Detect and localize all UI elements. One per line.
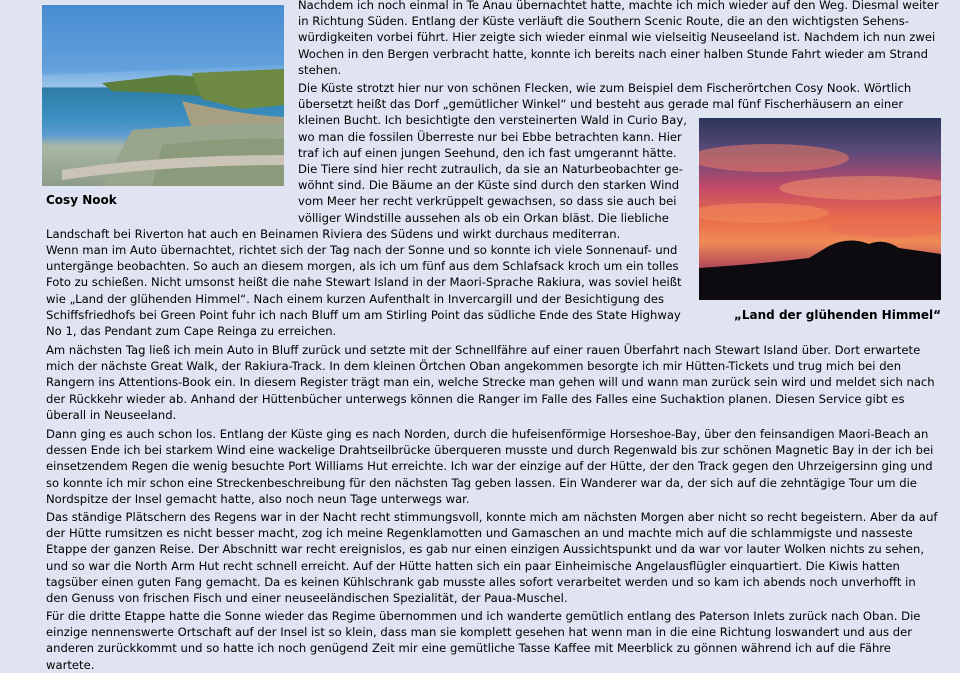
text-line: Dann ging es auch schon los. Entlang der Küste ging es nach Norden, durch die hufeisenförmige Horseshoe-Bay, über den feinsandigen Maori-Beach an [46, 427, 929, 441]
text-line: einzige nennenswerte Ortschaft auf der Insel ist so klein, dass man sie komplett gesehen hat wenn man in die eine Richtung loswandert und aus der [46, 625, 912, 640]
text-line: Die Tiere sind hier recht zutraulich, da sie an Naturbeobachter ge- [298, 162, 683, 177]
text-line: völliger Windstille aussehen als ob ein Orkan bläst. Die liebliche [298, 210, 669, 225]
text-line: Rangern ins Attentions-Book ein. In diesem Register trägt man ein, welche Strecke man gehen will und wann man zurück sein wird und meldet sich nach [46, 375, 935, 390]
text-line: Landschaft bei Riverton hat auch en Beinamen Riviera des Südens und wirkt durchaus mediterran. [46, 227, 621, 241]
text-line: vom Meer her recht verkrüppelt gewachsen, so dass sie auch bei [298, 194, 677, 209]
paragraph-first-stage [46, 426, 933, 507]
text-line: Etappe der ganzen Reise. Der Abschnitt war recht ereignislos, es gab nur einen einzigen Aussichtspunkt und da war vor lauter Wolken nichts zu sehen, [46, 542, 925, 557]
text-line: in Richtung Süden. Entlang der Küste verläuft die Southern Scenic Route, die an den wichtigsten Sehens- [298, 14, 909, 29]
sunset-caption: „Land der glühenden Himmel“ [734, 308, 941, 322]
text-line: tagsüber einen guten Fang gemacht. Da es keinen Kühlschrank gab musste alles sofort verarbeitet werden und so kam ich abends noch unverhofft in [46, 574, 916, 589]
paragraph-coast [298, 80, 911, 226]
text-line: der Rückkehr wieder ab. Anhand der Hüttenbücher unterwegs können die Ranger im Falle des Falles eine Suchaktion planen. Diesen Service gibt es [46, 391, 905, 406]
text-line: und so war die North Arm Hut recht schnell erreicht. Auf der Hütte hatten sich ein paar Einheimische Angelausflügler einquartiert. Die Kiwis hatten [46, 558, 900, 573]
text-line: kleinen Bucht. Ich besichtigte den versteinerten Wald in Curio Bay, [298, 113, 687, 128]
text-line: Für die dritte Etappe hatte die Sonne wieder das Regime übernommen und ich wanderte gemütlich entlang des Paterson Inlets zurück nach Oban. Die [46, 609, 921, 623]
text-line: Nordspitze der Insel gemacht hatte, also noch neun Tage unterwegs war. [46, 491, 470, 506]
text-line: Das ständige Plätschern des Regens war in der Nacht recht stimmungsvoll, konnte mich am nächsten Morgen aber nicht so recht begeistern. Aber da auf [46, 510, 938, 524]
paragraph-third-stage [46, 608, 920, 673]
text-line: dessen Ende ich bei starkem Wind eine wackelige Drahtseilbrücke überqueren musste und durch Regenwald bis zur schönen Magnetic Bay in der ich bei [46, 443, 934, 458]
text-line: würdigkeiten vorbei führt. Hier zeigte sich wieder einmal wie vielseitig Neuseeland ist. Nachdem ich nun zwei [298, 30, 936, 45]
text-line: Wochen in den Bergen verbracht hatte, konnte ich bereits nach einer halben Stunde Fahrt wieder am Strand [298, 46, 928, 61]
text-line: traf ich auf einen jungen Seehund, den ich fast umgerannt hätte. [298, 145, 677, 160]
paragraph-second-stage [46, 509, 938, 606]
text-line: überall in Neuseeland. [46, 407, 177, 422]
text-line: so konnte ich mir schon eine Streckenbeschreibung für den nächsten Tag geben lassen. Ein Wanderer war da, der sich auf die zehntägige Tour um die [46, 475, 917, 490]
text-line: einsetzendem Regen die wenig besuchte Port Williams Hut erreichte. Ich war der einzige auf der Hütte, der den Track gegen den Uhrzeigersinn ging und [46, 459, 933, 474]
text-line: untergänge beobachten. So auch an diesem morgen, als ich um fünf aus dem Schlafsack kroch um ein tolles [46, 259, 679, 274]
text-line: anderen zurückkommt und so hatte ich noch genügend Zeit mir eine gemütliche Tasse Kaffee mit Meerblick zu gönnen während ich auf die Fähre [46, 641, 891, 656]
text-line: stehen. [298, 62, 342, 77]
paragraph-sunrise [46, 242, 682, 339]
text-line: den Genuss von frischen Fisch und einer neuseeländischen Spezialität, der Paua-Muschel. [46, 591, 568, 606]
cosy-nook-photo [42, 5, 284, 186]
paragraph-intro [298, 0, 939, 78]
text-line: mich der nächste Great Walk, der Rakiura-Track. In dem kleinen Örtchen Oban angekommen besorgte ich mir Hütten-Tickets und trug mich bei den [46, 359, 902, 374]
text-line: Die Küste strotzt hier nur von schönen Flecken, wie zum Beispiel dem Fischerörtchen Cosy Nook. Wörtlich [298, 81, 912, 95]
text-line: der Hütte rumsitzen es nicht besser macht, zog ich meine Regenklamotten und Gamaschen an und machte mich auf die schlammigste und nasseste [46, 526, 913, 541]
text-line: Am nächsten Tag ließ ich mein Auto in Bluff zurück und setzte mit der Schnellfähre auf einer rauen Überfahrt nach Stewart Island über. Dort erwartete [46, 343, 921, 357]
paragraph-stewart-island [46, 342, 935, 423]
text-line: wo man die fossilen Überreste nur bei Ebbe betrachten kann. Hier [298, 129, 682, 144]
cosy-nook-scene [42, 5, 284, 186]
cosy-nook-caption: Cosy Nook [46, 193, 117, 207]
text-line: Wenn man im Auto übernachtet, richtet sich der Tag nach der Sonne und so konnte ich viele Sonnenauf- und [46, 243, 678, 257]
text-line: Nachdem ich noch einmal in Te Anau übernachtet hatte, machte ich mich wieder auf den Weg. Diesmal weiter [298, 0, 939, 12]
text-line: wöhnt sind. Die Bäume an der Küste sind durch den starken Wind [298, 178, 680, 193]
text-line: wartete. [46, 657, 95, 672]
text-line: übersetzt heißt das Dorf „gemütlicher Winkel“ und besteht aus gerade mal fünf Fischerhäusern an einer [298, 97, 904, 112]
paragraph-coast-end [46, 226, 620, 242]
text-line: Schiffsfriedhofs bei Green Point fuhr ich nach Bluff um am Stirling Point das südliche Ende des State Highway [46, 307, 681, 322]
text-line: Foto zu schießen. Nicht umsonst heißt die nahe Stewart Island in der Maori-Sprache Rakiura, was soviel heißt [46, 275, 682, 290]
text-line: No 1, das Pendant zum Cape Reinga zu erreichen. [46, 324, 337, 339]
text-line: wie „Land der glühenden Himmel“. Nach einem kurzen Aufenthalt in Invercargill und der Besichtigung des [46, 291, 665, 306]
